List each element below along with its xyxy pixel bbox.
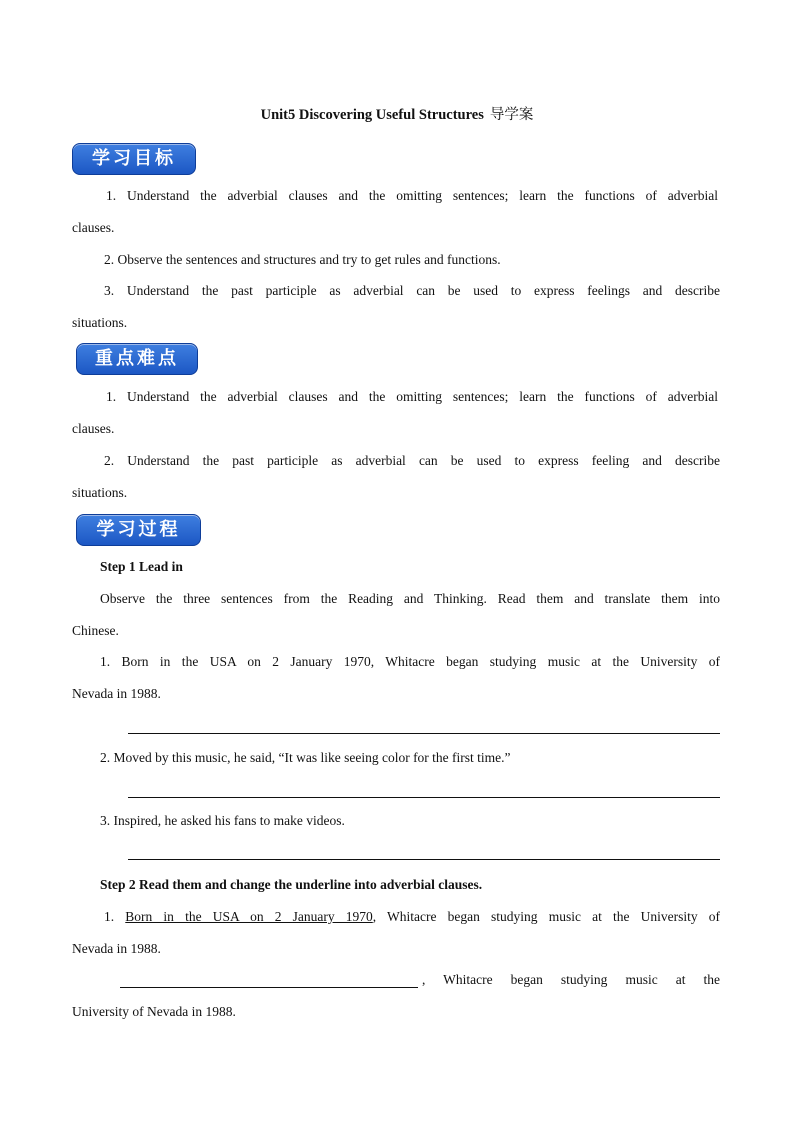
step1-intro-line1: Observe the three sentences from the Reading and Thinking. Read them and translate them into	[100, 591, 720, 606]
step1-sentence1-line2: Nevada in 1988.	[72, 686, 161, 701]
objective-1-line2: clauses.	[72, 220, 115, 235]
step1-sentence2: 2. Moved by this music, he said, “It was like seeing color for the first time.”	[100, 750, 511, 765]
rewrite-rest-line1: , Whitacre began studying music at the	[422, 972, 720, 987]
section-badge-objectives: 学习目标	[72, 143, 196, 175]
page-title	[0, 103, 794, 124]
step1-sentence3: 3. Inspired, he asked his fans to make videos.	[100, 813, 345, 828]
section-badge-process: 学习过程	[76, 514, 201, 546]
answer-line-2[interactable]	[128, 797, 720, 798]
title-text: Unit5 Discovering Useful Structures	[260, 107, 484, 123]
rewrite-answer-line[interactable]	[120, 987, 418, 988]
step2-sentence1-rest: , Whitacre began studying music at the University of	[372, 909, 720, 924]
answer-line-1[interactable]	[128, 733, 720, 734]
step1-intro-line2: Chinese.	[72, 623, 119, 638]
answer-line-3[interactable]	[128, 859, 720, 860]
objective-2: 2. Observe the sentences and structures and try to get rules and functions.	[104, 252, 501, 267]
step2-sentence1-number: 1.	[104, 909, 115, 924]
step2-sentence1-line2: Nevada in 1988.	[72, 941, 161, 956]
step1-sentence1-line1: 1. Born in the USA on 2 January 1970, Whitacre began studying music at the University of	[100, 654, 720, 669]
objective-3-line1: 3. Understand the past participle as adverbial can be used to express feelings and describe	[104, 283, 720, 298]
section-badge-key-points: 重点难点	[76, 343, 198, 375]
objective-3-line2: situations.	[72, 315, 128, 330]
rewrite-rest-line2: University of Nevada in 1988.	[72, 1004, 236, 1019]
step2-heading: Step 2 Read them and change the underline into adverbial clauses.	[100, 877, 483, 892]
objective-1-line1: 1. Understand the adverbial clauses and the omitting sentences; learn the functions of adverbial	[106, 188, 718, 203]
key-point-2-line2: situations.	[72, 485, 128, 500]
key-point-2-line1: 2. Understand the past participle as adverbial can be used to express feeling and describe	[104, 453, 720, 468]
key-point-1-line1: 1. Understand the adverbial clauses and the omitting sentences; learn the functions of adverbial	[106, 389, 718, 404]
title-cn: 导学案	[489, 107, 534, 123]
key-point-1-line2: clauses.	[72, 421, 115, 436]
step1-heading: Step 1 Lead in	[100, 559, 183, 574]
step2-sentence1-line1	[104, 908, 720, 926]
underlined-phrase: Born in the USA on 2 January 1970	[125, 909, 373, 924]
